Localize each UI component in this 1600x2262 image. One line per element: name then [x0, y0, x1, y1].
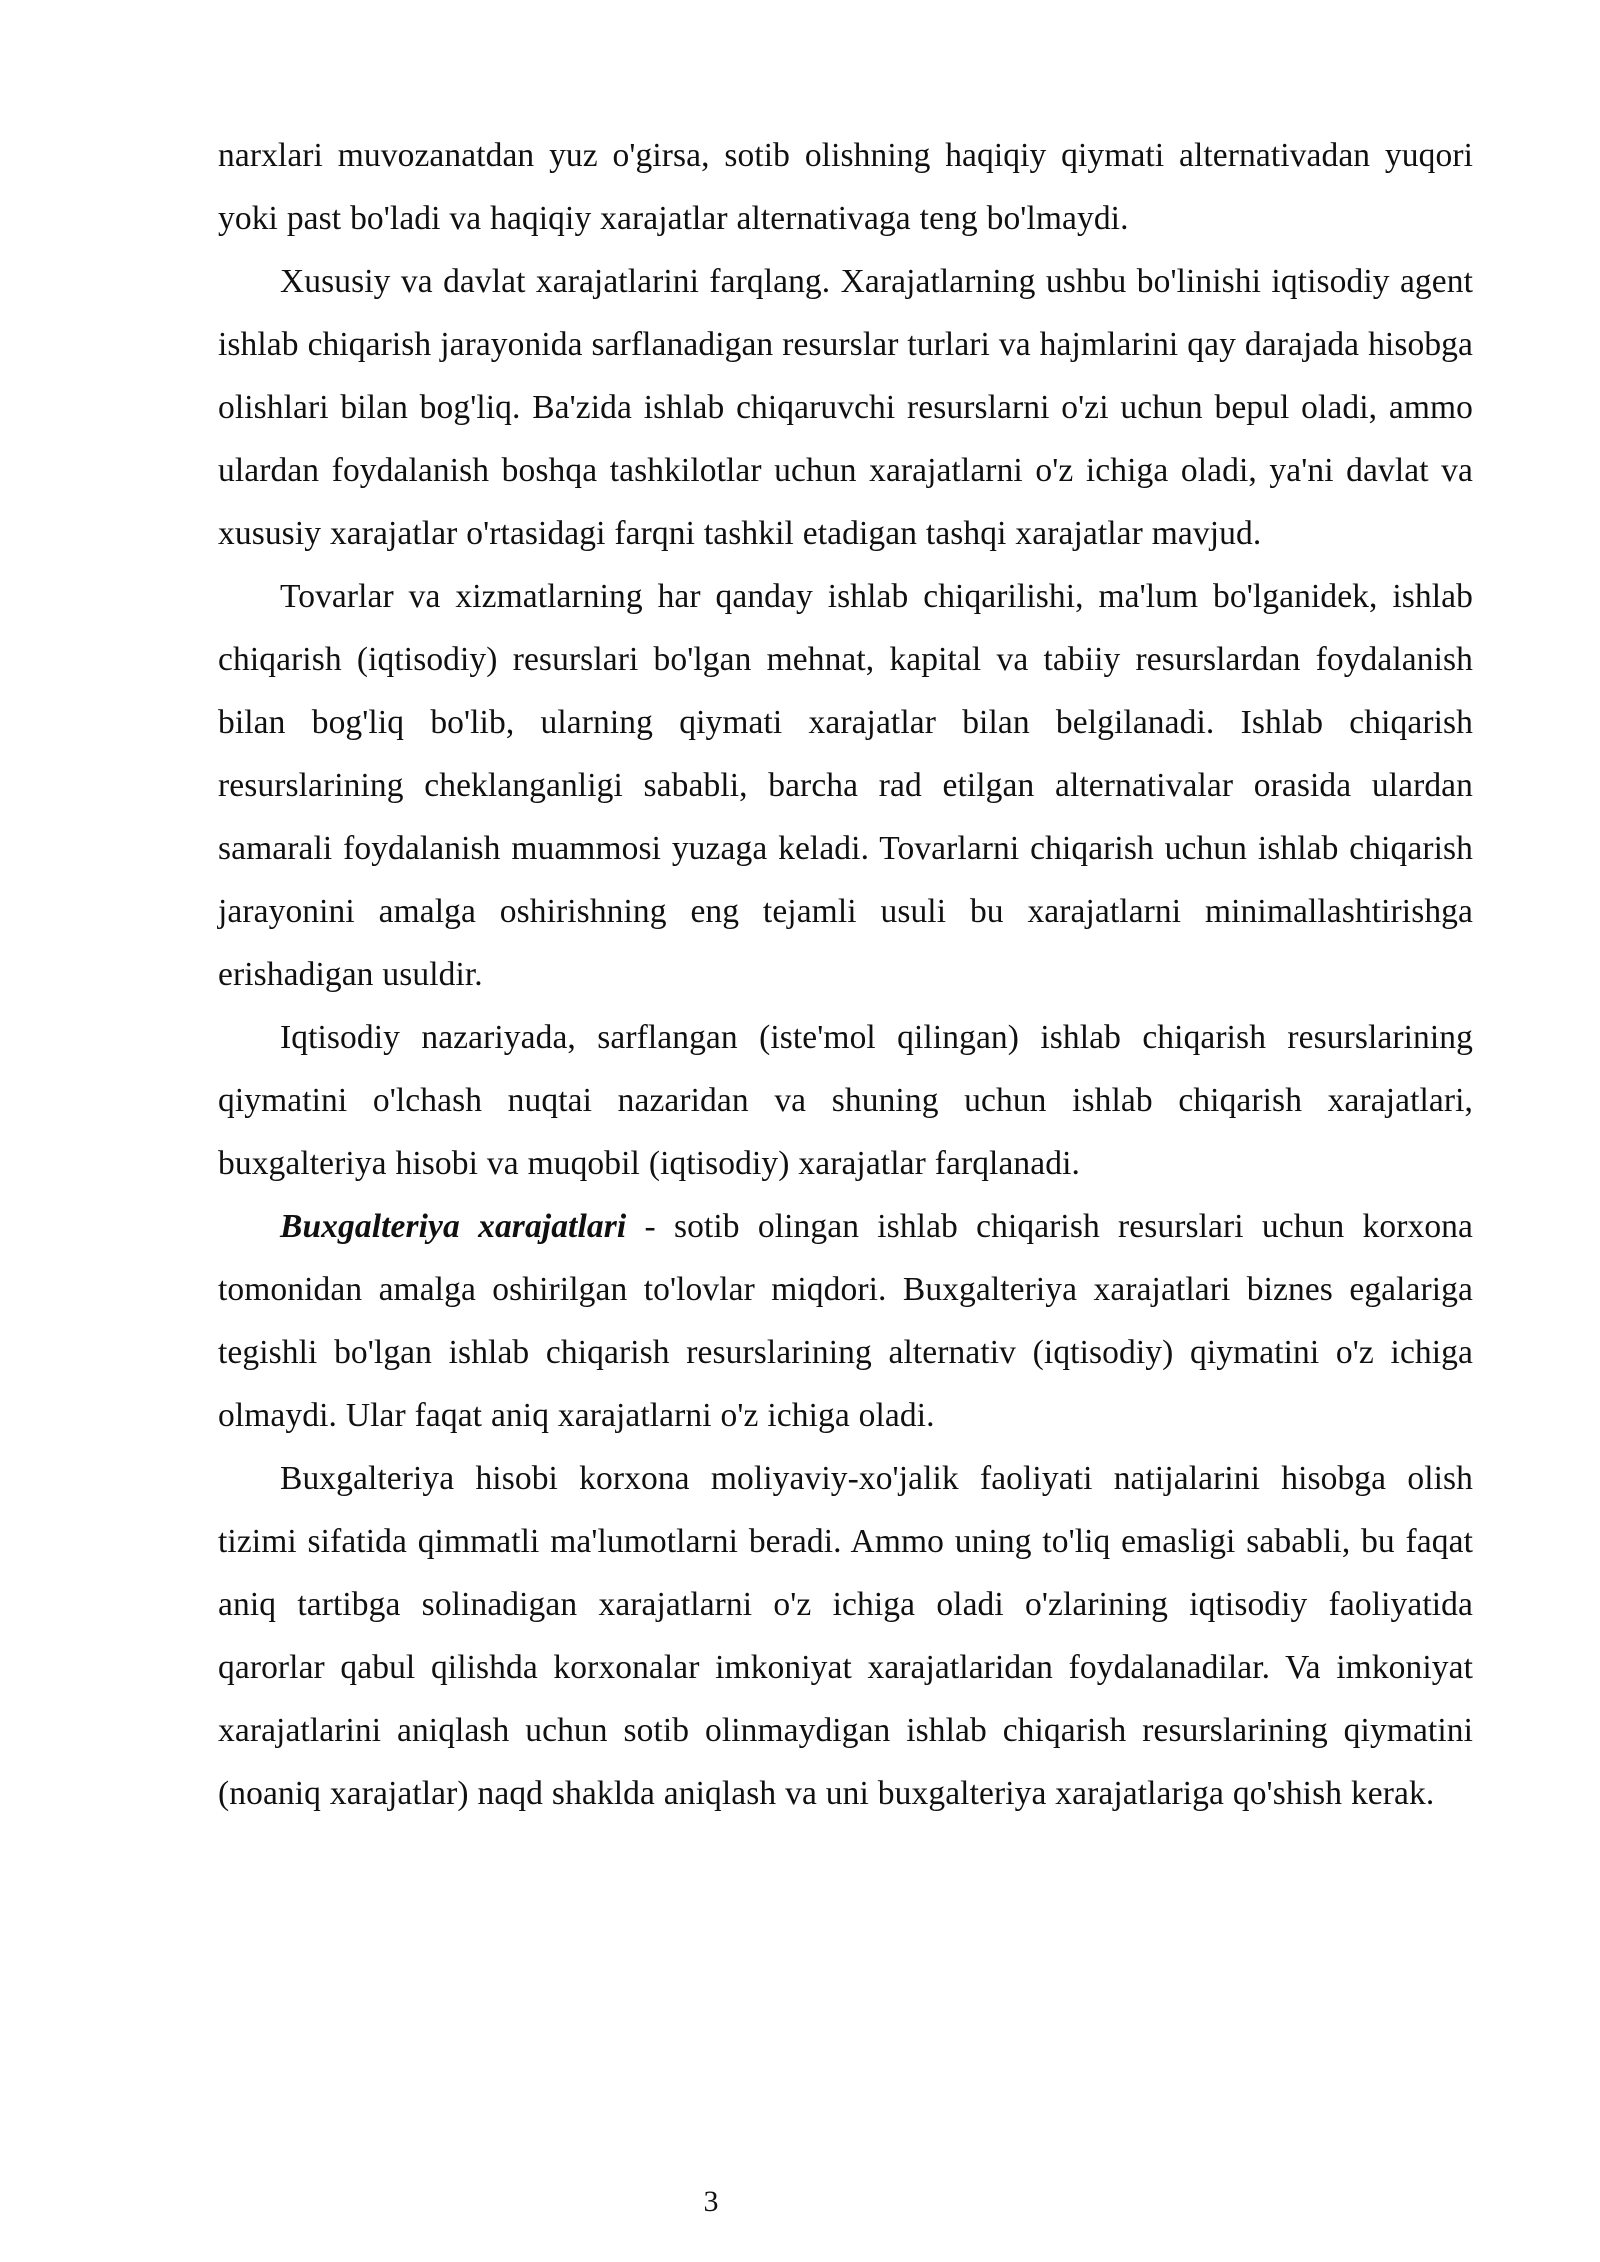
paragraph-1: narxlari muvozanatdan yuz o'girsa, sotib olishning haqiqiy qiymati alternativadan yuqori yoki past bo'ladi va haqiqiy xarajatlar alternativaga teng bo'lmaydi.: [218, 137, 1473, 237]
document-body: [218, 124, 1473, 1825]
page-number: 3: [703, 2185, 719, 2218]
paragraph-6: Buxgalteriya hisobi korxona moliyaviy-xo'jalik faoliyati natijalarini hisobga olish tizimi sifatida qimmatli ma'lumotlarni beradi. Ammo uning to'liq emasligi sababli, bu faqat aniq tartibga solinadigan xarajatlarni o'z ichiga oladi o'zlarining iqtisodiy faoliyatida qarorlar qabul qilishda korxonalar imkoniyat xarajatlaridan foydalanadilar. Va imkoniyat xarajatlarini aniqlash uchun sotib olinmaydigan ishlab chiqarish resurslarining qiymatini (noaniq xarajatlar) naqd shaklda aniqlash va uni buxgalteriya xarajatlariga qo'shish kerak.: [218, 1460, 1473, 1812]
defined-term-buxgalteriya-xarajatlari: Buxgalteriya xarajatlari: [280, 1208, 627, 1245]
paragraph-2: Xususiy va davlat xarajatlarini farqlang. Xarajatlarning ushbu bo'linishi iqtisodiy agent ishlab chiqarish jarayonida sarflanadigan resurslar turlari va hajmlarini qay darajada hisobga olishlari bilan bog'liq. Ba'zida ishlab chiqaruvchi resurslarni o'zi uchun bepul oladi, ammo ulardan foydalanish boshqa tashkilotlar uchun xarajatlarni o'z ichiga oladi, ya'ni davlat va xususiy xarajatlar o'rtasidagi farqni tashkil etadigan tashqi xarajatlar mavjud.: [218, 263, 1473, 552]
paragraph-4: Iqtisodiy nazariyada, sarflangan (iste'mol qilingan) ishlab chiqarish resurslarining qiymatini o'lchash nuqtai nazaridan va shuning uchun ishlab chiqarish xarajatlari, buxgalteriya hisobi va muqobil (iqtisodiy) xarajatlar farqlanadi.: [218, 1019, 1473, 1182]
paragraph-5-text: - sotib olingan ishlab chiqarish resurslari uchun korxona tomonidan amalga oshirilgan to'lovlar miqdori. Buxgalteriya xarajatlari biznes egalariga tegishli bo'lgan ishlab chiqarish resurslarining alternativ (iqtisodiy) qiymatini o'z ichiga olmaydi. Ular faqat aniq xarajatlarni o'z ichiga oladi.: [218, 1208, 1473, 1434]
paragraph-3: Tovarlar va xizmatlarning har qanday ishlab chiqarilishi, ma'lum bo'lganidek, ishlab chiqarish (iqtisodiy) resurslari bo'lgan mehnat, kapital va tabiiy resurslardan foydalanish bilan bog'liq bo'lib, ularning qiymati xarajatlar bilan belgilanadi. Ishlab chiqarish resurslarining cheklanganligi sababli, barcha rad etilgan alternativalar orasida ulardan samarali foydalanish muammosi yuzaga keladi. Tovarlarni chiqarish uchun ishlab chiqarish jarayonini amalga oshirishning eng tejamli usuli bu xarajatlarni minimallashtirishga erishadigan usuldir.: [218, 578, 1473, 993]
paragraph-5: [218, 1195, 1473, 1447]
